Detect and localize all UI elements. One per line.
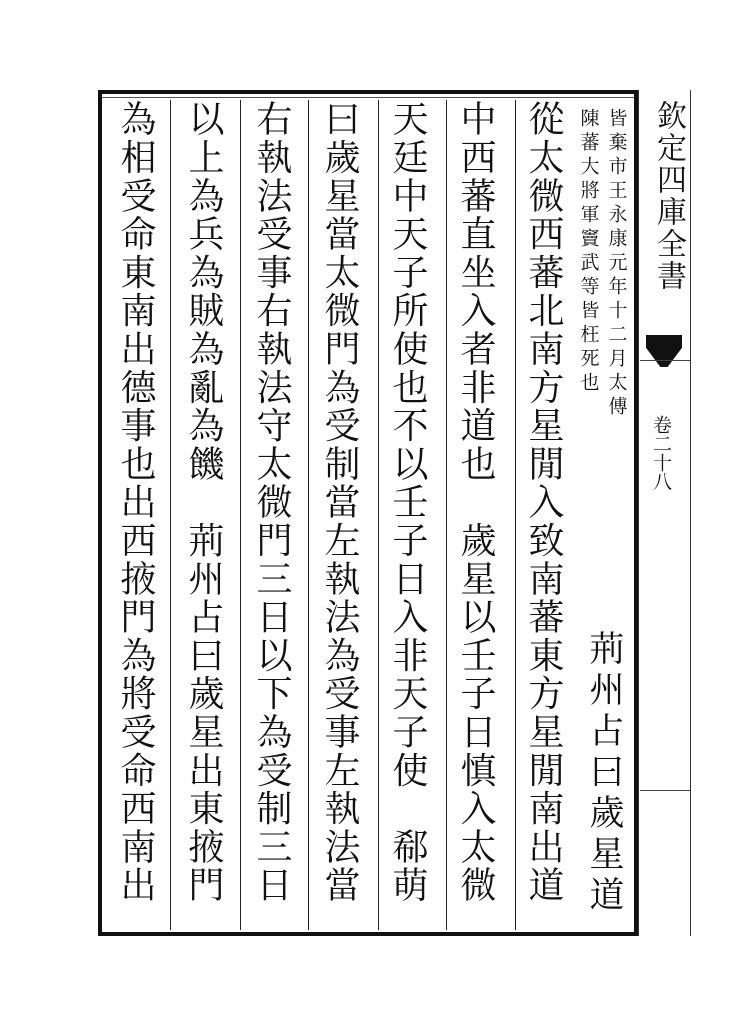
column-text: 天廷中天子所使也不以壬子日入非天子使 郗萌: [387, 100, 428, 905]
margin-tick: [640, 360, 690, 361]
column-text: 曰歲星當太微門為受制當左執法為受事左執法當: [319, 100, 360, 905]
text-column-3: [384, 100, 430, 930]
column-rule: [378, 100, 379, 930]
column-text: 右執法受事右執法守太微門三日以下為受制三日: [251, 100, 292, 905]
text-column-2: [452, 100, 498, 930]
frame-inner-rule: [102, 97, 634, 98]
text-column-1: [520, 100, 566, 930]
note-line-2: 陳蕃大將軍竇武等皆枉死也: [577, 108, 600, 396]
column-rule: [308, 100, 309, 930]
text-column-7: [112, 100, 158, 930]
text-column-5: [248, 100, 294, 930]
juan-label: [650, 415, 672, 491]
juan-label-text: 卷二十八: [650, 415, 672, 491]
column-text: 中西蕃直坐入者非道也 歲星以壬子日慎入太微: [455, 100, 496, 905]
note-column-2: [578, 108, 600, 396]
margin-rule-left: [638, 90, 639, 936]
margin-title: [648, 100, 688, 292]
text-column-4: [316, 100, 362, 930]
first-col-tail-text: 荊州占曰歲星道: [584, 630, 624, 917]
column-text: 從太微西蕃北南方星閒入致南蕃東方星閒南出道: [523, 100, 564, 905]
column-rule: [170, 100, 171, 930]
column-rule: [240, 100, 241, 930]
margin-tick: [640, 790, 690, 791]
note-line-1: 皆棄市王永康元年十二月太傅: [605, 108, 628, 420]
column-text: 為相受命東南出德事也出西掖門為將受命西南出: [115, 100, 156, 905]
first-col-tail: [582, 630, 626, 917]
column-text: 以上為兵為賊為亂為饑 荊州占曰歲星出東掖門: [183, 100, 224, 905]
note-column-1: [606, 108, 628, 420]
column-rule: [446, 100, 447, 930]
margin-rule-right: [690, 90, 691, 936]
margin-title-text: 欽定四庫全書: [651, 100, 686, 292]
column-rule: [515, 100, 516, 930]
fish-tail-mark: [646, 335, 682, 367]
text-column-6: [180, 100, 226, 930]
